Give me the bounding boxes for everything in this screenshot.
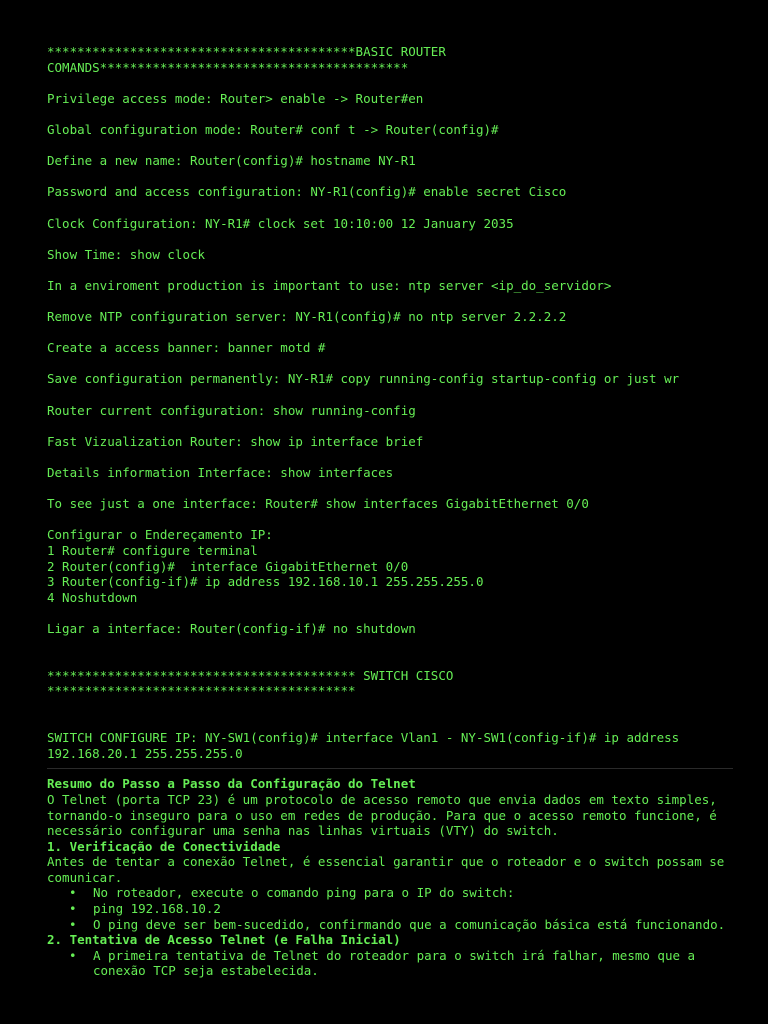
command-show-one-interface: To see just a one interface: Router# show interfaces GigabitEthernet 0/0 xyxy=(47,496,589,512)
command-ip-brief: Fast Vizualization Router: show ip interface brief xyxy=(47,433,424,449)
bullet-icon: • xyxy=(69,947,77,963)
telnet-step-1-list xyxy=(47,885,727,932)
telnet-step-1-title: 1. Verificação de Conectividade xyxy=(47,838,281,854)
section-divider xyxy=(47,768,733,769)
telnet-step-2-list xyxy=(47,948,727,979)
bullet-icon: • xyxy=(69,885,77,901)
command-ntp-server: In a enviroment production is important to use: ntp server <ip_do_servidor> xyxy=(47,277,612,293)
command-banner: Create a access banner: banner motd # xyxy=(47,340,326,356)
list-item xyxy=(47,948,727,979)
telnet-title: Resumo do Passo a Passo da Configuração do Telnet xyxy=(47,776,416,792)
list-item-text: No roteador, execute o comando ping para o IP do switch: xyxy=(93,885,515,901)
command-no-shutdown: Ligar a interface: Router(config-if)# no shutdown xyxy=(47,620,416,636)
bullet-icon: • xyxy=(69,901,77,917)
list-item xyxy=(47,901,727,917)
router-header-line-1: *****************************************BASIC ROUTER xyxy=(47,44,446,59)
bullet-icon: • xyxy=(69,916,77,932)
telnet-step-2-title: 2. Tentativa de Acesso Telnet (e Falha Inicial) xyxy=(47,932,401,948)
telnet-step-1-text: Antes de tentar a conexão Telnet, é essencial garantir que o roteador e o switch possam se comunicar. xyxy=(47,854,732,885)
ip-config-step-1: 1 Router# configure terminal xyxy=(47,543,258,558)
switch-header-line-1: ***************************************** SWITCH CISCO xyxy=(47,667,454,683)
command-enable-secret: Password and access configuration: NY-R1(config)# enable secret Cisco xyxy=(47,184,567,200)
switch-header xyxy=(47,668,727,699)
ip-config-title: Configurar o Endereçamento IP: xyxy=(47,527,273,543)
ip-config-step-4: 4 Noshutdown xyxy=(47,589,138,605)
command-show-interfaces: Details information Interface: show interfaces xyxy=(47,465,394,481)
command-clock-set: Clock Configuration: NY-R1# clock set 10:10:00 12 January 2035 xyxy=(47,215,514,231)
router-header xyxy=(47,44,727,75)
list-item xyxy=(47,885,727,901)
command-running-config: Router current configuration: show running-config xyxy=(47,402,416,418)
command-save-config: Save configuration permanently: NY-R1# copy running-config startup-config or just wr xyxy=(47,371,680,387)
router-header-line-2: COMANDS***************************************** xyxy=(47,59,409,75)
command-global-config: Global configuration mode: Router# conf t -> Router(config)# xyxy=(47,121,499,137)
ip-config-block xyxy=(47,527,727,605)
document xyxy=(47,44,732,979)
telnet-section xyxy=(47,776,732,979)
command-privilege: Privilege access mode: Router> enable -> Router#en xyxy=(47,90,424,106)
list-item-text: ping 192.168.10.2 xyxy=(93,901,221,917)
command-no-ntp: Remove NTP configuration server: NY-R1(config)# no ntp server 2.2.2.2 xyxy=(47,309,567,325)
ip-config-step-2: 2 Router(config)# interface GigabitEthernet 0/0 xyxy=(47,558,409,574)
switch-configure-ip: SWITCH CONFIGURE IP: NY-SW1(config)# interface Vlan1 - NY-SW1(config-if)# ip address 192.168.20.1 255.255.255.0 xyxy=(47,730,687,761)
command-show-clock: Show Time: show clock xyxy=(47,246,206,262)
ip-config-step-3: 3 Router(config-if)# ip address 192.168.10.1 255.255.255.0 xyxy=(47,574,484,590)
telnet-intro: O Telnet (porta TCP 23) é um protocolo de acesso remoto que envia dados em texto simples, tornando-o inseguro para o uso em redes de produção. Para que o acesso remoto funcione, é necessário configurar uma senha nas linhas virtuais (VTY) do switch. xyxy=(47,791,725,839)
command-hostname: Define a new name: Router(config)# hostname NY-R1 xyxy=(47,153,416,169)
list-item xyxy=(47,917,727,933)
switch-header-line-2: ***************************************** xyxy=(47,683,356,699)
list-item-text: A primeira tentativa de Telnet do roteador para o switch irá falhar, mesmo que a conexão TCP seja estabelecida. xyxy=(93,947,703,979)
list-item-text: O ping deve ser bem-sucedido, confirmando que a comunicação básica está funcionando. xyxy=(93,916,726,932)
